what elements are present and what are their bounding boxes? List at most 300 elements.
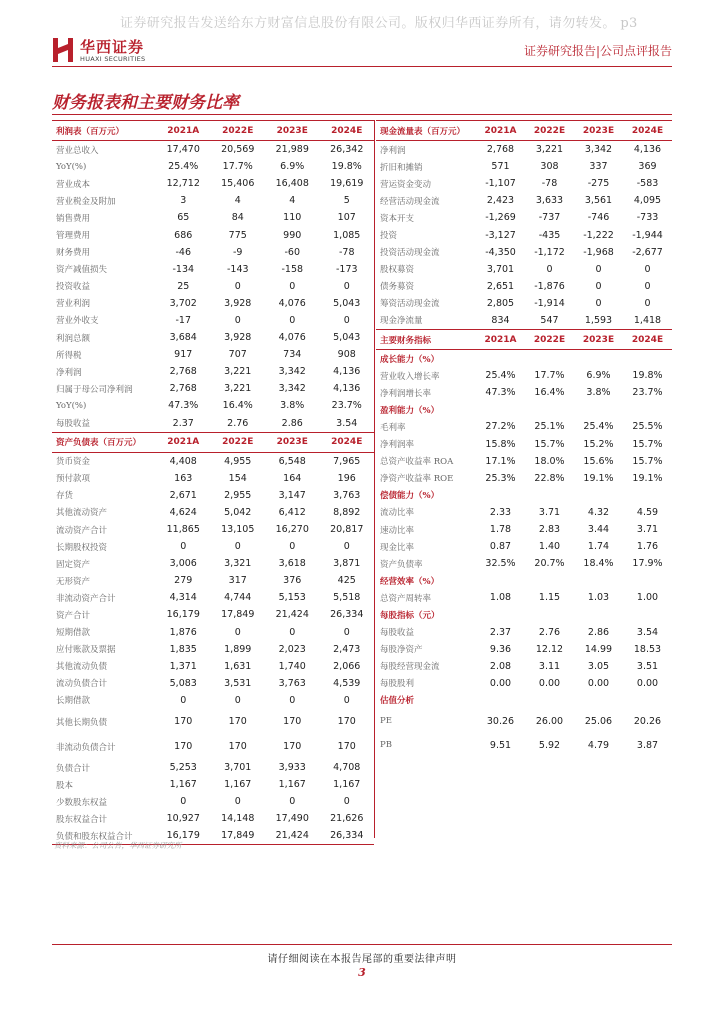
row-value: 279 (174, 575, 193, 587)
table-row (376, 453, 672, 470)
table-row (376, 658, 672, 675)
row-value: 9.51 (489, 739, 512, 751)
row-value: 12,712 (166, 178, 200, 190)
table-row (376, 175, 672, 192)
row-value: 0 (289, 796, 296, 808)
row-value: 3,928 (224, 332, 252, 344)
row-label: 非流动负债合计 (56, 742, 116, 753)
row-value: 1.03 (587, 592, 610, 604)
row-label: 利润总额 (56, 333, 91, 344)
table-row (52, 209, 374, 226)
row-value: 2,023 (278, 643, 306, 655)
row-label: YoY(%) (56, 161, 87, 172)
header-divider (52, 66, 672, 67)
row-label: 营业收入增长率 (380, 371, 440, 382)
row-label: 营业税金及附加 (56, 196, 116, 207)
row-value: 1,899 (224, 643, 252, 655)
row-label: 其他流动负债 (56, 662, 108, 673)
table-row (52, 295, 374, 312)
row-value: 110 (283, 212, 302, 224)
table-row (376, 418, 672, 435)
ratio-group-label: 估值分析 (380, 696, 415, 707)
row-value: -60 (284, 246, 301, 258)
row-value: 1,167 (224, 779, 252, 791)
table-row (376, 209, 672, 226)
left-column (52, 120, 374, 845)
table-row (52, 278, 374, 295)
row-value: 2.86 (587, 626, 610, 638)
row-value: 18.53 (633, 643, 662, 655)
row-value: -435 (538, 229, 561, 241)
row-value: 5,253 (169, 762, 197, 774)
row-value: 2,473 (333, 643, 361, 655)
row-value: 23.7% (632, 387, 663, 399)
row-value: 2.83 (538, 524, 561, 536)
row-value: 170 (174, 741, 193, 752)
row-value: 26,334 (320, 827, 375, 845)
ratio-group-title (376, 606, 672, 623)
table-row (376, 384, 672, 401)
row-value: 0 (343, 694, 350, 706)
row-label: 营业利润 (56, 299, 91, 310)
row-value: -173 (335, 263, 358, 275)
table-row (376, 521, 672, 538)
row-value: 0 (289, 626, 296, 638)
row-value: 0 (343, 541, 350, 553)
table-row (376, 504, 672, 521)
row-value: 25.1% (534, 421, 565, 433)
table-row (376, 624, 672, 641)
row-value: 0 (343, 280, 350, 292)
table-row (376, 278, 672, 295)
row-value: 3,321 (224, 558, 252, 570)
row-value: 1.78 (489, 524, 512, 536)
ratio-group-label: 经营效率（%） (380, 576, 440, 587)
row-value: 0 (234, 694, 241, 706)
table-row (52, 675, 374, 692)
row-label: 总资产周转率 (380, 593, 432, 604)
row-value: 571 (491, 161, 510, 173)
year-header: 2022E (211, 121, 266, 141)
ratio-group-title (376, 692, 672, 709)
row-value: 917 (174, 349, 193, 361)
row-value: 7,965 (333, 455, 361, 467)
year-header: 2022E (211, 432, 266, 452)
table-header-title: 现金流量表（百万元） (376, 121, 476, 141)
row-value: 0 (343, 626, 350, 638)
logo-english-name: HUAXI SECURITIES (80, 55, 146, 63)
table-row (52, 793, 374, 810)
row-label: 长期借款 (56, 696, 91, 707)
table-row (376, 295, 672, 312)
table-row (52, 346, 374, 363)
table-row (376, 733, 672, 757)
row-label: 营业外收支 (56, 316, 99, 327)
row-value: 3,763 (278, 677, 306, 689)
row-value: 9.36 (489, 643, 512, 655)
row-value: 425 (337, 575, 356, 587)
table-row (376, 555, 672, 572)
huaxi-logo (52, 36, 212, 68)
row-value: 0 (234, 280, 241, 292)
row-value: 2.86 (281, 417, 303, 429)
row-value: 1,593 (584, 314, 613, 326)
row-value: 369 (638, 161, 657, 173)
year-header: 2021A (156, 121, 211, 141)
row-value: 1,167 (333, 779, 361, 791)
table-row (52, 641, 374, 658)
row-label: 每股收益 (380, 628, 415, 639)
row-value: -1,944 (632, 229, 663, 241)
row-value: 25.4% (485, 370, 516, 382)
row-value: 3,221 (224, 383, 252, 395)
row-label: 投资活动现金流 (380, 248, 440, 259)
row-label: 营业成本 (56, 179, 91, 190)
row-value: 23.7% (331, 400, 362, 412)
row-value: 4,314 (169, 592, 197, 604)
table-row (52, 504, 374, 521)
footer-divider (52, 944, 672, 945)
row-value: 3,871 (333, 558, 361, 570)
row-value: 17,849 (221, 609, 255, 621)
row-value: 47.3% (168, 400, 199, 412)
logo-chinese-name: 华西证券 (80, 38, 145, 56)
row-label: 净资产收益率 ROE (380, 474, 454, 485)
row-value: 1.76 (636, 541, 659, 553)
row-label: 筹资活动现金流 (380, 299, 440, 310)
table-row (52, 572, 374, 589)
row-label: 负债和股东权益合计 (52, 827, 156, 845)
row-value: 990 (283, 229, 302, 241)
row-label: 每股净资产 (380, 645, 423, 656)
page-number: 3 (358, 966, 366, 979)
row-value: 1,740 (278, 660, 306, 672)
row-value: 5,042 (224, 506, 252, 518)
row-value: 26,342 (330, 144, 364, 156)
table-row (376, 158, 672, 175)
ratio-group-title (376, 572, 672, 589)
row-value: 196 (337, 472, 356, 484)
row-value: 15.6% (583, 455, 614, 467)
row-label: 财务费用 (56, 248, 91, 259)
year-header: 2022E (525, 330, 574, 350)
row-value: 3.11 (538, 660, 561, 672)
row-value: 3,928 (224, 297, 252, 309)
row-value: 154 (228, 472, 247, 484)
column-divider (374, 120, 375, 838)
row-label: 净利润 (56, 367, 82, 378)
table-row (52, 312, 374, 329)
row-value: 1,631 (224, 660, 252, 672)
table-row (52, 658, 374, 675)
row-value: 14,148 (221, 813, 255, 825)
row-value: 3.44 (587, 524, 610, 536)
row-label: 所得税 (56, 350, 82, 361)
row-value: 4.79 (587, 739, 610, 751)
row-value: 27.2% (485, 421, 516, 433)
table-row (376, 589, 672, 606)
income-header (52, 121, 374, 141)
row-label: 投资 (380, 231, 398, 242)
table-row (376, 244, 672, 261)
row-value: 376 (283, 575, 302, 587)
row-value: 3,633 (535, 195, 564, 207)
table-row (52, 589, 374, 606)
table-row (376, 470, 672, 487)
row-value: 2,768 (169, 383, 197, 395)
row-value: 5,043 (333, 332, 361, 344)
year-header: 2024E (623, 121, 672, 141)
table-row (376, 641, 672, 658)
row-label: PB (380, 740, 392, 750)
row-value: 3,221 (535, 144, 564, 156)
row-value: 20,817 (330, 524, 364, 536)
row-value: 4,076 (278, 297, 306, 309)
row-value: 3,147 (278, 489, 306, 501)
source-note: 资料来源：公司公告，华西证券研究所 (54, 841, 182, 850)
row-label: 股权募资 (380, 265, 415, 276)
income-balance-table (52, 120, 374, 845)
row-value: -3,127 (485, 229, 516, 241)
row-value: 337 (589, 161, 608, 173)
row-value: 4,136 (333, 366, 361, 378)
row-label: 营业总收入 (56, 145, 99, 156)
row-value: 0 (644, 297, 651, 309)
row-value: 2,651 (486, 280, 515, 292)
row-value: 775 (228, 229, 247, 241)
row-value: 20,569 (221, 144, 255, 156)
table-row (52, 487, 374, 504)
row-value: -583 (636, 178, 659, 190)
ratio-group-label: 偿债能力（%） (380, 491, 440, 502)
table-row (52, 141, 374, 159)
row-value: 0 (644, 280, 651, 292)
row-value: 3,702 (169, 297, 197, 309)
table-row (52, 692, 374, 709)
row-label: 每股收益 (56, 419, 91, 430)
row-value: 6.9% (586, 370, 611, 382)
row-value: 3.71 (538, 506, 561, 518)
row-value: 4 (234, 195, 241, 207)
row-value: 170 (228, 716, 247, 727)
table-row (52, 397, 374, 414)
row-value: 20.7% (534, 558, 565, 570)
row-value: 4,076 (278, 332, 306, 344)
row-value: 25.4% (583, 421, 614, 433)
row-value: 17,490 (275, 813, 309, 825)
row-label: 长期股权投资 (56, 542, 108, 553)
row-value: 2.37 (489, 626, 512, 638)
row-label: 流动比率 (380, 508, 415, 519)
table-row (376, 226, 672, 243)
row-value: 16.4% (222, 400, 253, 412)
table-row (52, 810, 374, 827)
row-label: 现金比率 (380, 542, 415, 553)
row-value: 308 (540, 161, 559, 173)
row-value: 170 (337, 741, 356, 752)
table-row (52, 158, 374, 175)
row-value: 21,424 (265, 827, 320, 845)
row-value: 0 (234, 541, 241, 553)
row-value: 17.7% (534, 370, 565, 382)
table-row (52, 261, 374, 278)
table-row (52, 776, 374, 793)
row-value: -78 (338, 246, 355, 258)
row-label: 流动资产合计 (56, 525, 108, 536)
row-value: 686 (174, 229, 193, 241)
ratios-header (376, 330, 672, 350)
row-value: 0 (180, 541, 187, 553)
row-value: 2,671 (169, 489, 197, 501)
row-label: 每股股利 (380, 679, 415, 690)
row-value: 0.00 (538, 677, 561, 689)
row-value: -4,350 (485, 246, 516, 258)
year-header: 2023E (574, 121, 623, 141)
row-label: 固定资产 (56, 559, 91, 570)
row-label: 少数股东权益 (56, 797, 108, 808)
row-value: 1,876 (169, 626, 197, 638)
row-value: -1,968 (583, 246, 614, 258)
row-value: 19.8% (331, 161, 362, 173)
year-header: 2024E (320, 121, 375, 141)
table-row (52, 555, 374, 572)
row-value: 3.51 (636, 660, 659, 672)
row-value: 2,805 (486, 297, 515, 309)
row-value: 1,167 (169, 779, 197, 791)
row-value: 20.26 (633, 715, 662, 727)
row-value: 3,342 (584, 144, 613, 156)
row-label: 债务募资 (380, 282, 415, 293)
table-row (376, 312, 672, 330)
row-value: 17,849 (211, 827, 266, 845)
row-value: 3,531 (224, 677, 252, 689)
row-label: 股东权益合计 (56, 814, 108, 825)
row-value: 0 (595, 297, 602, 309)
row-label: 净利润 (380, 145, 406, 156)
row-value: 19.1% (632, 472, 663, 484)
row-value: 16.4% (534, 387, 565, 399)
row-value: 30.26 (486, 715, 515, 727)
row-value: 16,179 (166, 609, 200, 621)
year-header: 2024E (623, 330, 672, 350)
row-label: 资产合计 (56, 610, 91, 621)
row-value: -1,876 (534, 280, 565, 292)
row-value: 1.08 (489, 592, 512, 604)
row-value: 164 (283, 472, 302, 484)
ratio-group-title (376, 401, 672, 418)
row-value: 17.1% (485, 455, 516, 467)
row-label: 投资收益 (56, 282, 91, 293)
table-row (376, 261, 672, 278)
row-value: 21,989 (275, 144, 309, 156)
row-value: 21,626 (330, 813, 364, 825)
report-type-label: 证券研究报告|公司点评报告 (523, 44, 672, 58)
balance-header (52, 432, 374, 452)
row-value: 0 (234, 314, 241, 326)
table-row (52, 175, 374, 192)
row-value: 15.2% (583, 438, 614, 450)
row-value: 4.32 (587, 506, 610, 518)
row-value: -1,172 (534, 246, 565, 258)
row-value: 5,518 (333, 592, 361, 604)
row-label: 营运资金变动 (380, 179, 432, 190)
table-row (52, 329, 374, 346)
table-row (52, 759, 374, 776)
row-value: 0.00 (489, 677, 512, 689)
row-value: 3.8% (280, 400, 305, 412)
row-value: 25.06 (584, 715, 613, 727)
row-label: 现金净流量 (380, 316, 423, 327)
row-value: 17.9% (632, 558, 663, 570)
row-label: 净利润率 (380, 440, 415, 451)
table-row (376, 436, 672, 453)
table-row (376, 538, 672, 555)
row-value: 317 (228, 575, 247, 587)
row-value: 5 (343, 195, 350, 207)
row-value: 3 (180, 195, 187, 207)
row-value: 2,768 (486, 144, 515, 156)
row-value: 107 (337, 212, 356, 224)
row-value: 547 (540, 314, 559, 326)
row-label: 每股经营现金流 (380, 662, 440, 673)
table-row (376, 141, 672, 159)
row-value: 25.4% (168, 161, 199, 173)
row-label: 资产负债率 (380, 559, 423, 570)
table-row (376, 675, 672, 692)
row-value: 17,470 (166, 144, 200, 156)
row-label: YoY(%) (56, 400, 87, 411)
table-row (52, 192, 374, 209)
row-value: 19.8% (632, 370, 663, 382)
row-value: 2.76 (227, 417, 249, 429)
row-value: 4,095 (633, 195, 662, 207)
row-value: 2.08 (489, 660, 512, 672)
row-value: 16,179 (156, 827, 211, 845)
row-value: 25 (177, 280, 190, 292)
table-header-title: 利润表（百万元） (52, 121, 156, 141)
row-value: 3.05 (587, 660, 610, 672)
row-value: 0 (289, 694, 296, 706)
row-label: 毛利率 (380, 422, 406, 433)
row-value: 5,083 (169, 677, 197, 689)
row-value: 3.54 (636, 626, 659, 638)
year-header: 2023E (265, 432, 320, 452)
row-value: -1,222 (583, 229, 614, 241)
row-value: 0 (343, 314, 350, 326)
row-value: 3,006 (169, 558, 197, 570)
year-header: 2021A (156, 432, 211, 452)
row-label: 管理费用 (56, 231, 91, 242)
row-value: 12.12 (535, 643, 564, 655)
table-row (52, 470, 374, 487)
row-value: 18.4% (583, 558, 614, 570)
row-value: 6,412 (278, 506, 306, 518)
year-header: 2021A (476, 330, 525, 350)
row-label: 预付款项 (56, 474, 91, 485)
section-title: 财务报表和主要财务比率 (52, 93, 239, 113)
row-value: 18.0% (534, 455, 565, 467)
row-value: -2,677 (632, 246, 663, 258)
row-value: 84 (231, 212, 244, 224)
table-row (52, 380, 374, 397)
row-value: -134 (172, 263, 195, 275)
row-value: 0 (644, 263, 651, 275)
row-value: 4,955 (224, 455, 252, 467)
row-value: 1.00 (636, 592, 659, 604)
row-value: -78 (541, 178, 558, 190)
ratio-group-label: 成长能力（%） (380, 354, 440, 365)
row-value: 16,408 (275, 178, 309, 190)
